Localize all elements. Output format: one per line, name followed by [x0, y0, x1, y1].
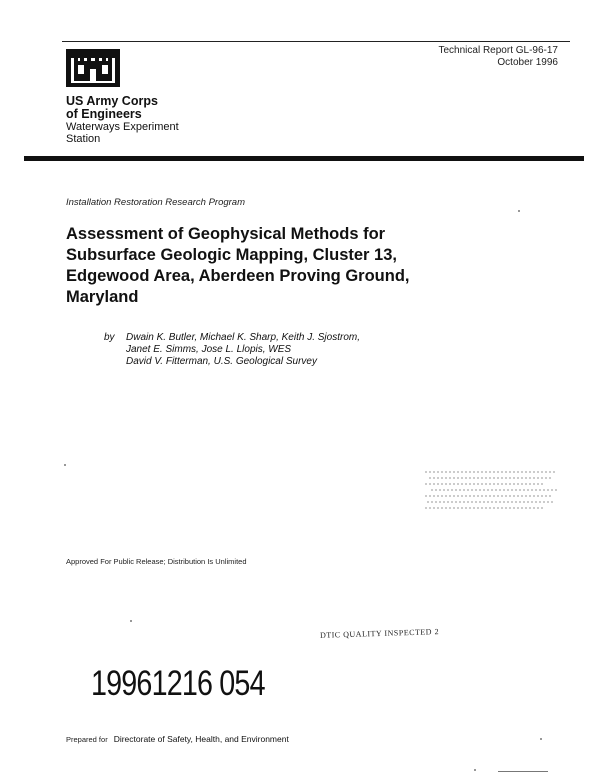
- accession-number: 19961216 054: [91, 664, 265, 703]
- program-name: Installation Restoration Research Program: [66, 197, 246, 208]
- report-number: Technical Report GL-96-17: [438, 45, 558, 56]
- report-title: [66, 224, 536, 308]
- author-line-2: Janet E. Simms, Jose L. Llopis, WES: [126, 344, 292, 355]
- station-line-2: Station: [66, 133, 101, 145]
- release-statement: Approved For Public Release; Distribution Is Unlimited: [66, 557, 247, 566]
- author-line-1: Dwain K. Butler, Michael K. Sharp, Keith J. Sjostrom,: [126, 332, 360, 343]
- scan-edge-mark: [498, 771, 548, 772]
- prepared-recipient: Directorate of Safety, Health, and Environment: [113, 734, 289, 744]
- scan-speck: [518, 210, 520, 212]
- dtic-stamp: DTIC QUALITY INSPECTED 2: [319, 627, 440, 640]
- title-line-3: Edgewood Area, Aberdeen Proving Ground,: [66, 267, 410, 285]
- scan-speck: [540, 738, 542, 740]
- author-list: [126, 332, 360, 368]
- scan-speck: [64, 464, 66, 466]
- author-prefix: by: [104, 332, 115, 343]
- top-rule: [62, 41, 570, 42]
- castle-icon: [66, 49, 120, 87]
- organization-block: [66, 95, 179, 145]
- author-line-3: David V. Fitterman, U.S. Geological Survey: [126, 356, 317, 367]
- scan-speck: [130, 620, 132, 622]
- title-line-4: Maryland: [66, 288, 139, 306]
- station-line-1: Waterways Experiment: [66, 121, 179, 133]
- prepared-for: [66, 734, 289, 744]
- organization-line-1: US Army Corps: [66, 94, 158, 108]
- organization-line-2: of Engineers: [66, 107, 142, 121]
- prepared-label: Prepared for: [66, 735, 108, 744]
- title-line-1: Assessment of Geophysical Methods for: [66, 225, 386, 243]
- title-line-2: Subsurface Geologic Mapping, Cluster 13,: [66, 246, 397, 264]
- scan-noise-artifact: [425, 468, 557, 514]
- scan-speck: [474, 769, 476, 771]
- report-date: October 1996: [497, 57, 558, 68]
- report-info: [438, 45, 558, 69]
- header-divider: [24, 156, 584, 161]
